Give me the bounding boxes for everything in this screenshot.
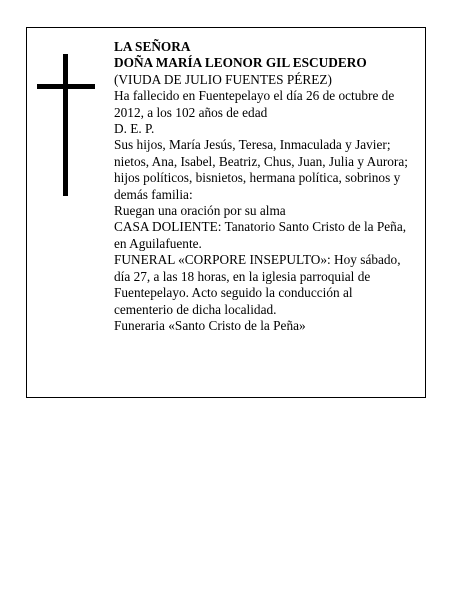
cross-icon-vertical (63, 54, 68, 196)
death-notice: Ha fallecido en Fuentepelayo el día 26 de octubre de 2012, a los 102 años de edad (114, 88, 395, 120)
cross-icon-horizontal (37, 84, 95, 89)
funeraria-line: Funeraria «Santo Cristo de la Peña» (114, 317, 306, 333)
widow-line: (VIUDA DE JULIO FUENTES PÉREZ) (114, 71, 332, 87)
obituary-text (114, 39, 414, 334)
obituary-title: LA SEÑORA (114, 39, 191, 54)
funeral-line: FUNERAL «CORPORE INSEPULTO»: Hoy sábado, día 27, a las 18 horas, en la iglesia parroquial de Fuentepelayo. Acto seguido la conducción al cementerio de dicha localidad. (114, 252, 401, 317)
family-line: Sus hijos, María Jesús, Teresa, Inmaculada y Javier; nietos, Ana, Isabel, Beatriz, Chus, Juan, Julia y Aurora; hijos políticos, bisnietos, hermana política, sobrinos y demás familia: (114, 137, 408, 202)
casa-doliente-line: CASA DOLIENTE: Tanatorio Santo Cristo de la Peña, en Aguilafuente. (114, 219, 407, 251)
deceased-name: DOÑA MARÍA LEONOR GIL ESCUDERO (114, 55, 367, 71)
prayer-line: Ruegan una oración por su alma (114, 203, 286, 219)
dep-line: D. E. P. (114, 121, 155, 137)
